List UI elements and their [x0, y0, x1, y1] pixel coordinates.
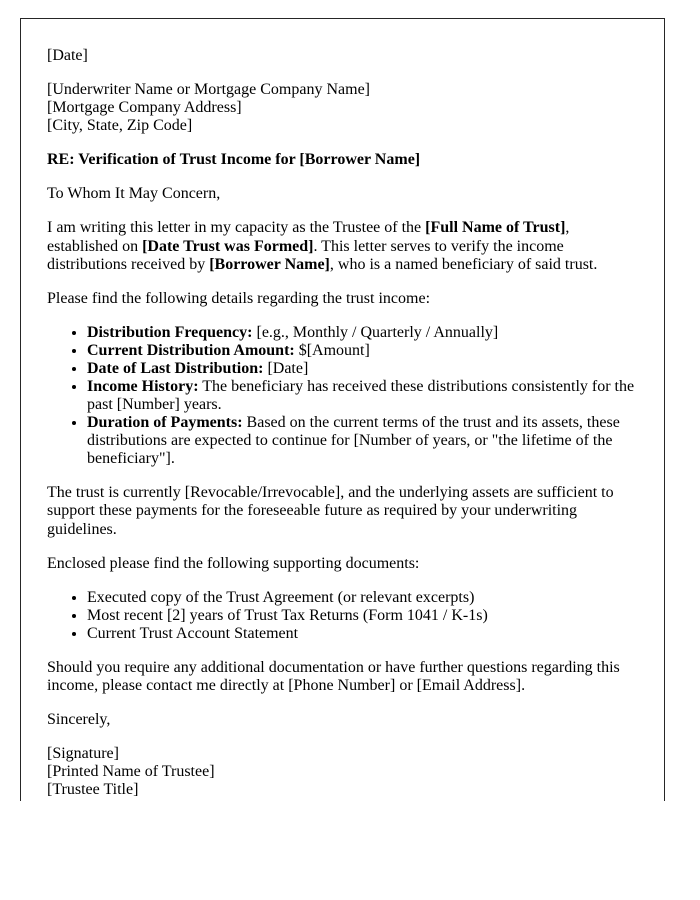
subject-line: RE: Verification of Trust Income for [Borrower Name]	[47, 151, 421, 169]
contact-paragraph: Should you require any additional documentation or have further questions regarding this income, please contact me directly at [Phone Number] or [Email Address].	[47, 658, 620, 695]
detail-last-distribution-date: • Date of Last Distribution: [Date]	[87, 360, 636, 378]
recipient-address: [Mortgage Company Address]	[47, 99, 242, 117]
trust-details-list	[47, 324, 636, 469]
printed-name-line: [Printed Name of Trustee]	[47, 763, 215, 781]
trust-status-paragraph: The trust is currently [Revocable/Irrevocable], and the underlying assets are sufficient to support these payments for the foreseeable future as required by your underwriting guidelines.	[47, 484, 614, 538]
closing: Sincerely,	[47, 711, 111, 729]
date-line: [Date]	[47, 47, 88, 64]
signature-line: [Signature]	[47, 745, 119, 763]
enclosure-trust-agreement: • Executed copy of the Trust Agreement (or relevant excerpts)	[87, 589, 636, 607]
letter-frame	[20, 18, 665, 801]
enclosures-intro: Enclosed please find the following supporting documents:	[47, 554, 420, 572]
recipient-block	[47, 81, 636, 135]
details-intro: Please find the following details regarding the trust income:	[47, 289, 431, 307]
detail-income-history: • Income History: The beneficiary has received these distributions consistently for the past [Number] years.	[87, 378, 636, 414]
signature-block	[47, 745, 636, 799]
trustee-title-line: [Trustee Title]	[47, 781, 139, 799]
salutation: To Whom It May Concern,	[47, 185, 221, 203]
detail-distribution-amount: • Current Distribution Amount: $[Amount]	[87, 342, 636, 360]
intro-paragraph: I am writing this letter in my capacity as the Trustee of the [Full Name of Trust], established on [Date Trust was Formed]. This letter serves to verify the income distributions received by [Borrower Name], who is a named beneficiary of said trust.	[47, 219, 598, 273]
detail-duration-of-payments: • Duration of Payments: Based on the current terms of the trust and its assets, these distributions are expected to continue for [Number of years, or "the lifetime of the beneficiary"].	[87, 414, 636, 468]
detail-distribution-frequency: • Distribution Frequency: [e.g., Monthly / Quarterly / Annually]	[87, 324, 636, 342]
enclosure-account-statement: • Current Trust Account Statement	[87, 625, 636, 643]
enclosures-list	[47, 589, 636, 643]
recipient-city-state-zip: [City, State, Zip Code]	[47, 117, 193, 135]
enclosure-tax-returns: • Most recent [2] years of Trust Tax Returns (Form 1041 / K-1s)	[87, 607, 636, 625]
recipient-name: [Underwriter Name or Mortgage Company Name]	[47, 81, 370, 99]
